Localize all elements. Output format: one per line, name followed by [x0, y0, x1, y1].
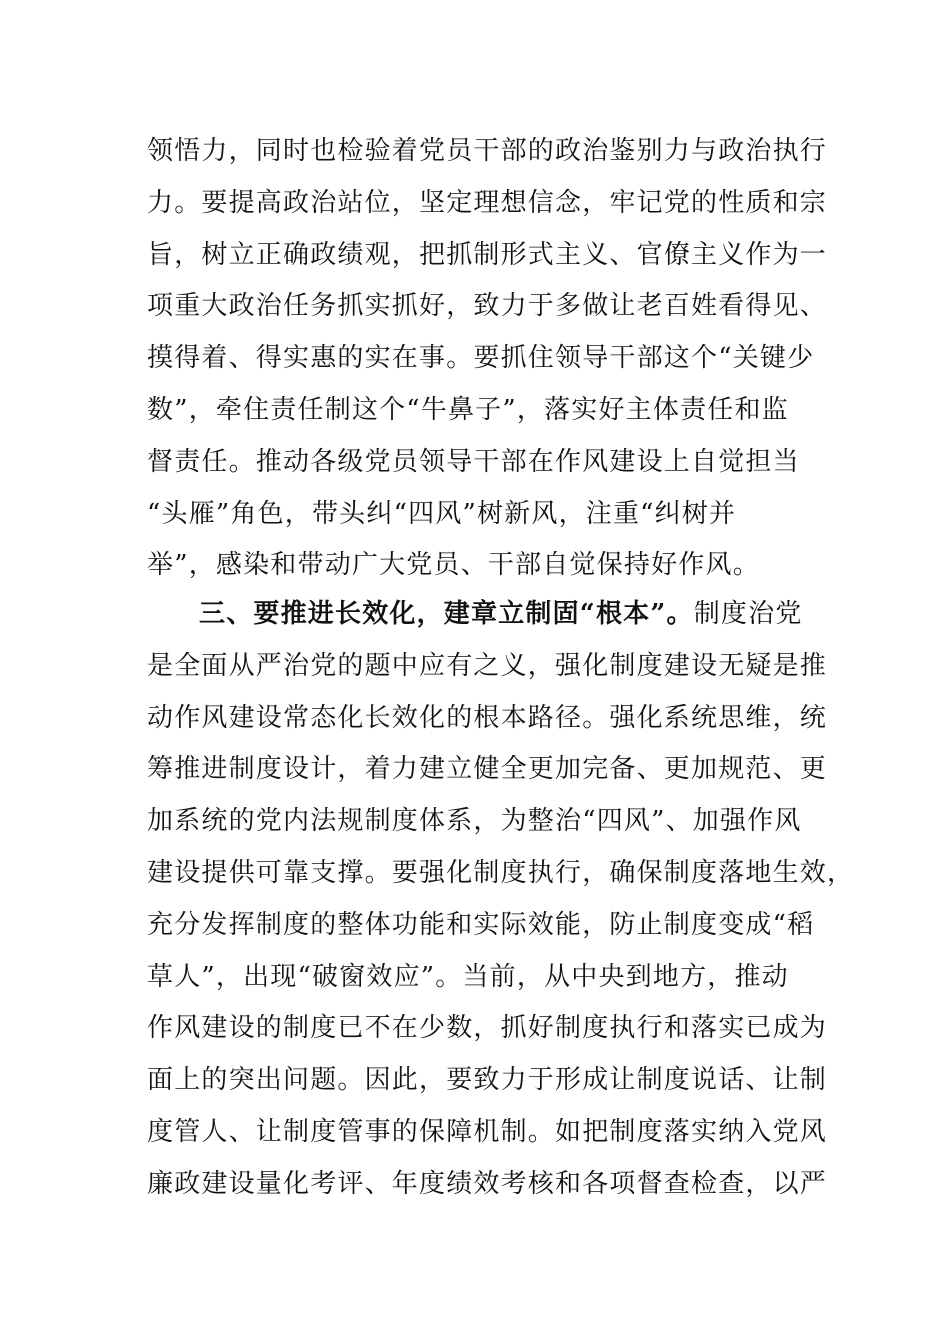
paragraph-continuation [147, 126, 828, 592]
text-line: 力。要提高政治站位，坚定理想信念，牢记党的性质和宗 [147, 187, 828, 218]
section-heading: 三、要推进长效化，建章立制固“根本”。 [199, 599, 694, 629]
paragraph-section-three [147, 589, 855, 1211]
text-line: 旨，树立正确政绩观，把抓制形式主义、官僚主义作为一 [147, 239, 828, 270]
text-line: 是全面从严治党的题中应有之义，强化制度建设无疑是推 [147, 650, 828, 681]
text-line: 草人”，出现“破窗效应”。当前，从中央到地方，推动 [147, 961, 789, 992]
text-line: 领悟力，同时也检验着党员干部的政治鉴别力与政治执行 [147, 136, 828, 166]
text-line: 充分发挥制度的整体功能和实际效能，防止制度变成“稻 [147, 909, 815, 940]
text-line: 督责任。推动各级党员领导干部在作风建设上自觉担当 [147, 446, 800, 477]
text-line: 加系统的党内法规制度体系，为整治“四风”、加强作风 [147, 806, 802, 837]
text-line: “头雁”角色，带头纠“四风”树新风，注重“纠树并 [147, 498, 737, 529]
text-line: 动作风建设常态化长效化的根本路径。强化系统思维，统 [147, 702, 828, 733]
text-line: 作风建设的制度已不在少数，抓好制度执行和落实已成为 [147, 1013, 828, 1044]
text-line: 面上的突出问题。因此，要致力于形成让制度说话、让制 [147, 1065, 828, 1096]
text-line: 举”，感染和带动广大党员、干部自觉保持好作风。 [147, 550, 760, 581]
text-line: 廉政建设量化考评、年度绩效考核和各项督查检查，以严 [147, 1168, 828, 1199]
text-line: 项重大政治任务抓实抓好，致力于多做让老百姓看得见、 [147, 291, 828, 322]
text-line: 度管人、让制度管事的保障机制。如把制度落实纳入党风 [147, 1116, 828, 1147]
text-line: 摸得着、得实惠的实在事。要抓住领导干部这个“关键少 [147, 343, 815, 374]
text-line: 建设提供可靠支撑。要强化制度执行，确保制度落地生效， [147, 857, 855, 888]
heading-line-text: 制度治党 [693, 599, 803, 629]
text-line: 数”，牵住责任制这个“牛鼻子”，落实好主体责任和监 [147, 394, 789, 425]
text-line: 筹推进制度设计，着力建立健全更加完备、更加规范、更 [147, 754, 828, 785]
section-first-line [147, 589, 803, 641]
